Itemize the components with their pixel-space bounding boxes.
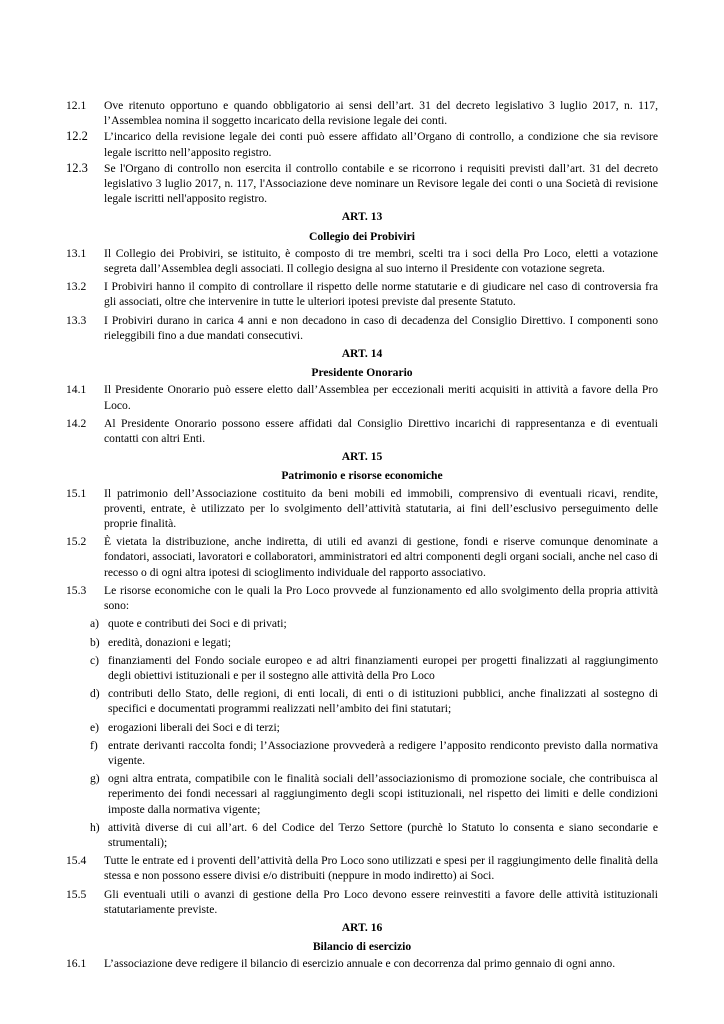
list-text: ogni altra entrata, compatibile con le finalità sociali dell’associazionismo di promozione sociale, che contribuisca al reperimento dei fondi necessari al raggiungimento degli scopi istituzionali, nel rispetto dei limiti e delle condizioni imposte dalla normativa vigente; bbox=[108, 772, 658, 816]
list-letter: f) bbox=[90, 738, 98, 752]
clause-number: 15.4 bbox=[66, 854, 87, 868]
list-item-e bbox=[66, 720, 658, 735]
list-item-d bbox=[66, 686, 658, 716]
clause-number: 13.1 bbox=[66, 246, 87, 260]
clause-number: 16.1 bbox=[66, 957, 87, 971]
clause-text: Il patrimonio dell’Associazione costituito da beni mobili ed immobili, comprensivo di eventuali ricavi, rendite, proventi, entrate, è utilizzato per lo svolgimento dell’attività statutaria, ai fini dell’esclusivo perseguimento delle proprie finalità. bbox=[104, 486, 658, 531]
article-heading-14: ART. 14 bbox=[341, 347, 383, 361]
list-item-a bbox=[66, 616, 658, 631]
article-title-13: Collegio dei Probiviri bbox=[308, 229, 416, 243]
clause-14-1 bbox=[66, 382, 658, 412]
clause-text: Gli eventuali utili o avanzi di gestione della Pro Loco devono essere reinvestiti a favore delle attività istituzionali statutariamente previste. bbox=[104, 887, 658, 916]
clause-number: 12.1 bbox=[66, 99, 87, 112]
clause-number: 13.2 bbox=[66, 280, 87, 294]
list-letter: g) bbox=[90, 772, 100, 786]
list-letter: a) bbox=[90, 617, 100, 631]
clause-text: Le risorse economiche con le quali la Pro Loco provvede al funzionamento ed allo svolgimento della propria attività sono: bbox=[104, 583, 658, 613]
list-item-f bbox=[66, 738, 658, 768]
clause-number: 12.3 bbox=[66, 160, 88, 175]
clause-text: I Probiviri hanno il compito di controllare il rispetto delle norme statutarie e di giudicare nel caso di controversia fra gli associati, oltre che intervenire in tutte le ulteriori ipotesi previste dal presente Statuto. bbox=[104, 280, 658, 309]
clause-text: I Probiviri durano in carica 4 anni e non decadono in caso di decadenza del Consiglio Direttivo. I componenti sono rieleggibili fino a due mandati consecutivi. bbox=[104, 313, 658, 342]
list-item-g bbox=[66, 771, 658, 817]
list-text: quote e contributi dei Soci e di privati; bbox=[108, 617, 287, 631]
list-letter: e) bbox=[90, 720, 100, 734]
list-text: entrate derivanti raccolta fondi; l’Associazione provvederà a redigere l’apposito rendiconto previsto dalla normativa vigente. bbox=[108, 738, 658, 767]
clause-text: Ove ritenuto opportuno e quando obbligatorio ai sensi dell’art. 31 del decreto legislativo 3 luglio 2017, n. 117, l’Assemblea nomina il soggetto incaricato della revisione legale dei conti. bbox=[104, 99, 658, 128]
clause-number: 14.2 bbox=[66, 416, 87, 430]
article-title-14: Presidente Onorario bbox=[311, 366, 413, 380]
clause-14-2 bbox=[66, 416, 658, 446]
article-title-15: Patrimonio e risorse economiche bbox=[281, 469, 443, 483]
clause-text: Tutte le entrate ed i proventi dell’attività della Pro Loco sono utilizzati e spesi per il raggiungimento delle finalità della stessa e non possono essere divisi e/o distribuiti (neppure in modo indiretto) ai Soci. bbox=[104, 854, 658, 883]
article-heading-13: ART. 13 bbox=[341, 210, 383, 224]
list-text: finanziamenti del Fondo sociale europeo e ad altri finanziamenti europei per progetti finalizzati al raggiungimento degli obiettivi istituzionali e per il sostegno alle attività della Pro Loco bbox=[108, 653, 658, 682]
clause-text: L’associazione deve redigere il bilancio di esercizio annuale e con decorrenza dal primo gennaio di ogni anno. bbox=[104, 957, 616, 971]
list-letter: b) bbox=[90, 635, 100, 649]
clause-15-4 bbox=[66, 853, 658, 883]
clause-number: 15.5 bbox=[66, 887, 87, 901]
list-text: contributi dello Stato, delle regioni, di enti locali, di enti o di istituzioni pubblici, anche finalizzati al sostegno di specifici e documentati programmi realizzati nell’ambito dei fini statutari; bbox=[108, 687, 658, 716]
article-heading-16: ART. 16 bbox=[341, 920, 383, 934]
list-letter: c) bbox=[90, 653, 100, 667]
clause-16-1 bbox=[66, 956, 658, 971]
clause-15-2 bbox=[66, 534, 658, 580]
clause-12-2 bbox=[66, 129, 658, 159]
list-item-c bbox=[66, 653, 658, 683]
clause-text: L’incarico della revisione legale dei conti può essere affidato all’Organo di controllo, a condizione che sia revisore legale iscritto nell’apposito registro. bbox=[104, 130, 658, 159]
statute-page bbox=[66, 98, 658, 972]
clause-12-1 bbox=[66, 98, 658, 128]
clause-text: Se l'Organo di controllo non esercita il controllo contabile e se ricorrono i requisiti previsti dall’art. 31 del decreto legislativo 3 luglio 2017, n. 117, l'Associazione deve nominare un Revisore legale dei conti o una Società di revisione legale iscritti nell'apposito registro. bbox=[104, 161, 658, 206]
list-letter: h) bbox=[90, 820, 100, 834]
clause-text: È vietata la distribuzione, anche indiretta, di utili ed avanzi di gestione, fondi e riserve comunque denominate a fondatori, associati, lavoratori e collaboratori, amministratori ed altri componenti degli organi sociali, anche nel caso di recesso o di ogni altra ipotesi di scioglimento individuale del rapporto associativo. bbox=[104, 535, 658, 579]
list-item-h bbox=[66, 820, 658, 850]
clause-text: Il Presidente Onorario può essere eletto dall’Assemblea per eccezionali meriti acquisiti in attività a favore della Pro Loco. bbox=[104, 383, 658, 412]
clause-number: 13.3 bbox=[66, 313, 87, 327]
clause-number: 15.3 bbox=[66, 583, 87, 597]
clause-15-1 bbox=[66, 486, 658, 532]
article-heading-15: ART. 15 bbox=[341, 450, 383, 464]
clause-15-3 bbox=[66, 583, 658, 613]
list-letter: d) bbox=[90, 687, 100, 701]
clause-number: 14.1 bbox=[66, 383, 87, 397]
clause-12-3 bbox=[66, 161, 658, 207]
list-item-b bbox=[66, 635, 658, 650]
clause-13-1 bbox=[66, 246, 658, 276]
list-text: attività diverse di cui all’art. 6 del Codice del Terzo Settore (purchè lo Statuto lo consenta e siano secondarie e strumentali); bbox=[108, 820, 658, 849]
clause-text: Al Presidente Onorario possono essere affidati dal Consiglio Direttivo incarichi di rappresentanza e di eventuali contatti con altri Enti. bbox=[104, 416, 658, 446]
clause-13-3 bbox=[66, 313, 658, 343]
article-title-16: Bilancio di esercizio bbox=[312, 940, 412, 954]
list-text: eredità, donazioni e legati; bbox=[108, 635, 231, 649]
clause-text: Il Collegio dei Probiviri, se istituito, è composto di tre membri, scelti tra i soci della Pro Loco, eletti a votazione segreta dall’Assemblea degli associati. Il collegio designa al suo interno il Presidente con votazione segreta. bbox=[104, 246, 658, 276]
clause-15-5 bbox=[66, 887, 658, 917]
clause-number: 12.2 bbox=[66, 129, 88, 144]
list-text: erogazioni liberali dei Soci e di terzi; bbox=[108, 720, 280, 734]
clause-number: 15.1 bbox=[66, 486, 87, 500]
clause-13-2 bbox=[66, 279, 658, 309]
clause-number: 15.2 bbox=[66, 535, 87, 549]
